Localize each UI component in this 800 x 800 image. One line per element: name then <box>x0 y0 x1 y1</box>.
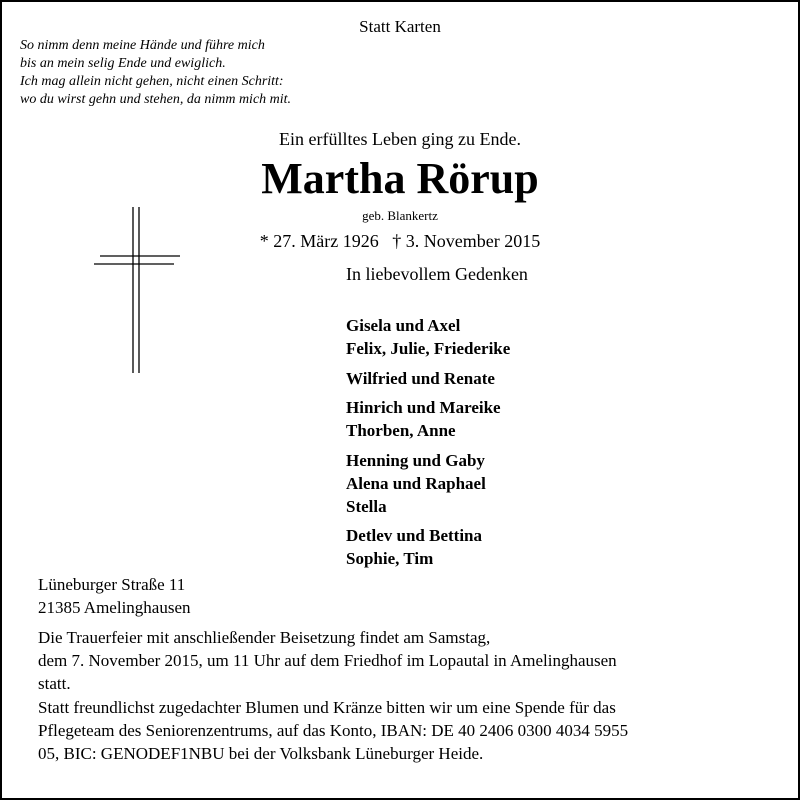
life-dates: * 27. März 1926 † 3. November 2015 <box>259 231 541 251</box>
family-line-10: Sophie, Tim <box>346 549 434 568</box>
intro-line: Ein erfülltes Leben ging zu Ende. <box>279 129 521 149</box>
family-line-3: Wilfried und Renate <box>346 369 495 388</box>
family-line-6: Henning und Gaby <box>346 451 485 470</box>
family-line-7: Alena und Raphael <box>346 474 486 493</box>
funeral-line-1: Die Trauerfeier mit anschließender Beisetzung findet am Samstag, <box>38 628 491 647</box>
donation-line-3: 05, BIC: GENODEF1NBU bei der Volksbank Lüneburger Heide. <box>38 744 484 763</box>
donation-line-2: Pflegeteam des Seniorenzentrums, auf das Konto, IBAN: DE 40 2406 0300 4034 5955 <box>38 721 629 740</box>
family-line-2: Felix, Julie, Friederike <box>346 339 511 358</box>
address-city: 21385 Amelinghausen <box>38 598 191 617</box>
maiden-name: geb. Blankertz <box>362 208 438 223</box>
address-street: Lüneburger Straße 11 <box>38 575 186 594</box>
donation-line-1: Statt freundlichst zugedachter Blumen und Kränze bitten wir um eine Spende für das <box>38 698 616 717</box>
poem-line-2: bis an mein selig Ende und ewiglich. <box>20 56 226 71</box>
poem-line-4: wo du wirst gehn und stehen, da nimm mich mit. <box>20 92 292 107</box>
family-line-4: Hinrich und Mareike <box>346 398 501 417</box>
poem-line-1: So nimm denn meine Hände und führe mich <box>20 38 265 53</box>
family-line-8: Stella <box>346 497 387 516</box>
family-line-1: Gisela und Axel <box>346 316 461 335</box>
poem-line-3: Ich mag allein nicht gehen, nicht einen Schritt: <box>20 74 284 89</box>
header-statt-karten: Statt Karten <box>359 17 441 36</box>
cross-icon <box>0 0 200 380</box>
family-line-9: Detlev und Bettina <box>346 526 482 545</box>
family-line-5: Thorben, Anne <box>346 421 456 440</box>
funeral-line-2: dem 7. November 2015, um 11 Uhr auf dem Friedhof im Lopautal in Amelinghausen <box>38 651 617 670</box>
funeral-line-3: statt. <box>38 674 71 693</box>
memory-line: In liebevollem Gedenken <box>346 264 528 284</box>
deceased-name: Martha Rörup <box>261 154 539 203</box>
